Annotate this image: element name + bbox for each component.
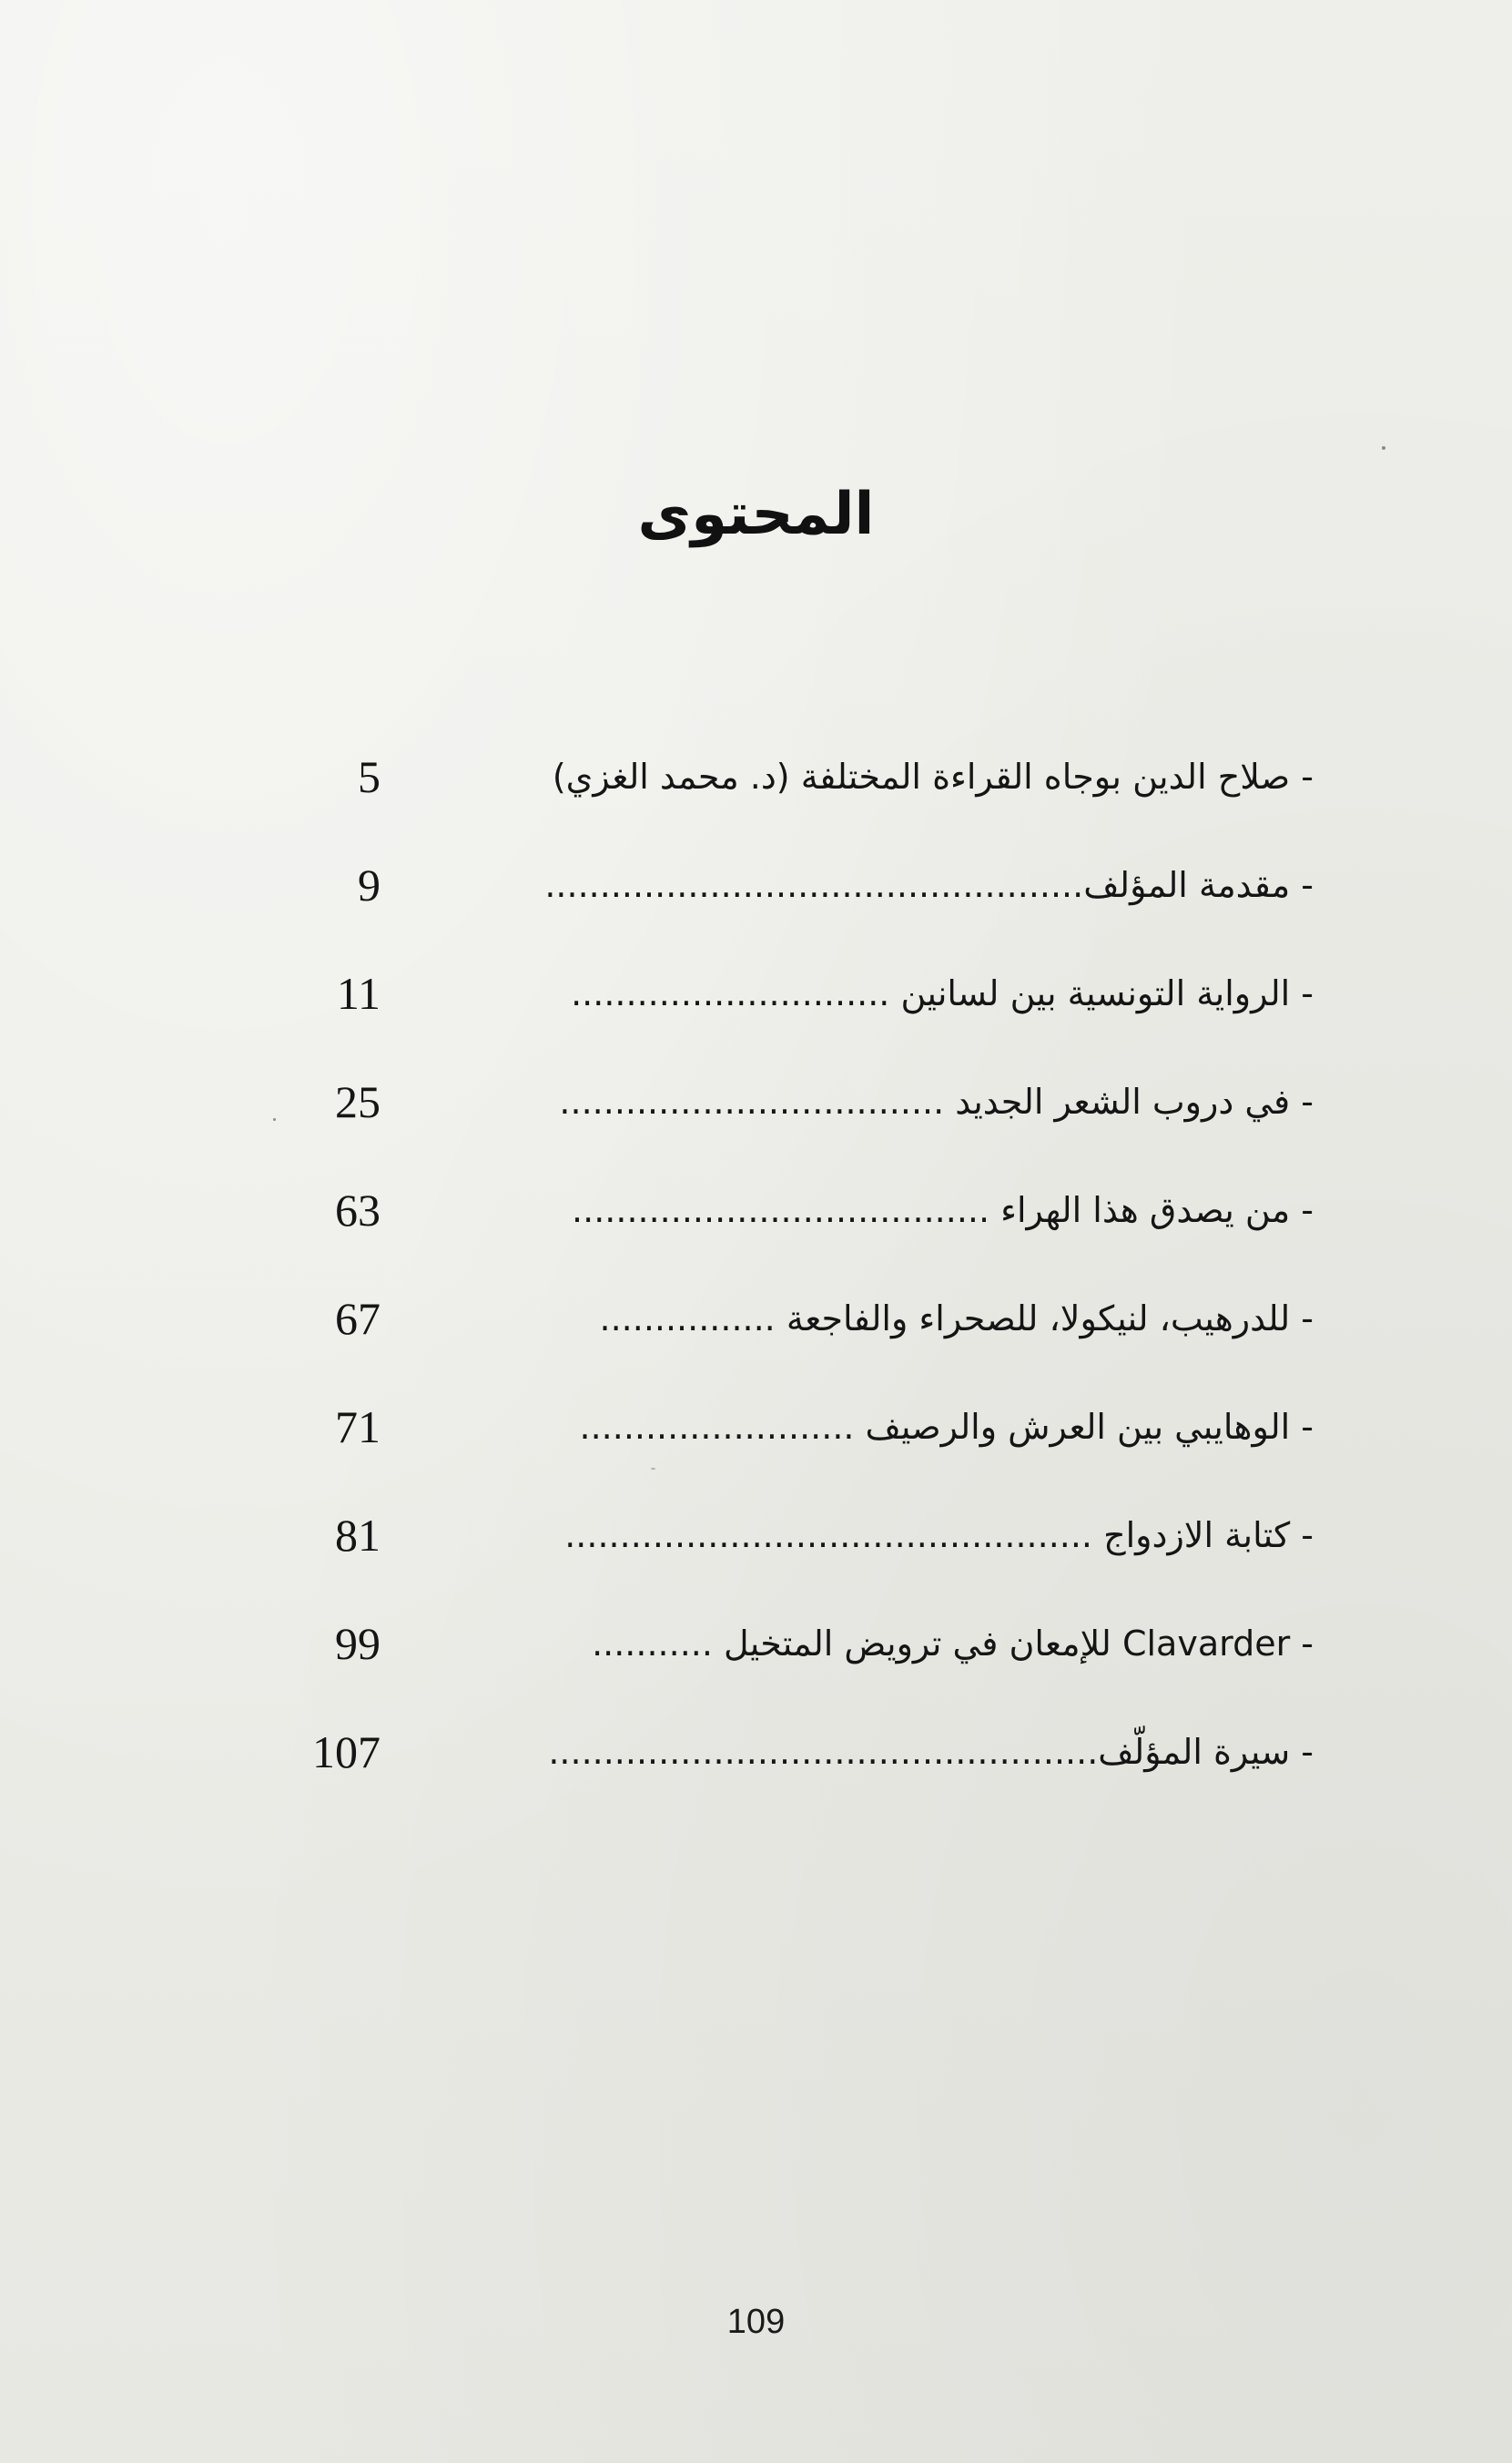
toc-entry-title: - سيرة المؤلّف..................................................	[548, 1732, 1314, 1772]
toc-entry	[0, 1603, 1512, 1684]
toc-entry	[0, 736, 1512, 818]
toc-entry-page-number: 25	[335, 1076, 381, 1127]
toc-entry-page-number: 5	[358, 751, 381, 802]
toc-entry-title: - الرواية التونسية بين لسانين .............................	[571, 973, 1314, 1013]
toc-entry	[0, 844, 1512, 926]
toc-entry-title: - الوهايبي بين العرش والرصيف .........................	[579, 1407, 1314, 1447]
toc-entry	[0, 1169, 1512, 1251]
paper-speck	[651, 1468, 655, 1470]
toc-entry-title: - مقدمة المؤلف.................................................	[544, 865, 1314, 905]
toc-entry-title: - للدرهيب، لنيكولا، للصحراء والفاجعة ................	[599, 1298, 1314, 1338]
toc-entry	[0, 952, 1512, 1034]
toc-entry-page-number: 99	[335, 1618, 381, 1669]
toc-entry	[0, 1711, 1512, 1793]
toc-entry-page-number: 67	[335, 1293, 381, 1344]
toc-entry-page-number: 9	[358, 860, 381, 911]
toc-entry	[0, 1277, 1512, 1359]
toc-entry-title: - من يصدق هذا الهراء ......................................	[572, 1190, 1314, 1230]
paper-speck	[1382, 446, 1385, 450]
paper-speck	[273, 1118, 276, 1121]
toc-entry-page-number: 63	[335, 1185, 381, 1236]
toc-entry-title: - كتابة الازدواج ................................................	[564, 1515, 1314, 1555]
toc-entry-title: - Clavarder للإمعان في ترويض المتخيل ...........	[592, 1623, 1314, 1664]
toc-entry-title: - صلاح الدين بوجاه القراءة المختلفة (د. محمد الغزي)	[552, 757, 1314, 797]
toc-entry	[0, 1494, 1512, 1576]
toc-entry	[0, 1386, 1512, 1468]
page-title: المحتوى	[637, 481, 875, 548]
toc-entry-page-number: 107	[312, 1726, 381, 1777]
toc-entry-page-number: 81	[335, 1510, 381, 1561]
toc-entry-page-number: 71	[335, 1401, 381, 1452]
page-number: 109	[726, 2303, 786, 2341]
toc-entry-title: - في دروب الشعر الجديد ...................................	[559, 1082, 1314, 1122]
toc-entry	[0, 1061, 1512, 1143]
toc-entry-page-number: 11	[336, 968, 381, 1019]
